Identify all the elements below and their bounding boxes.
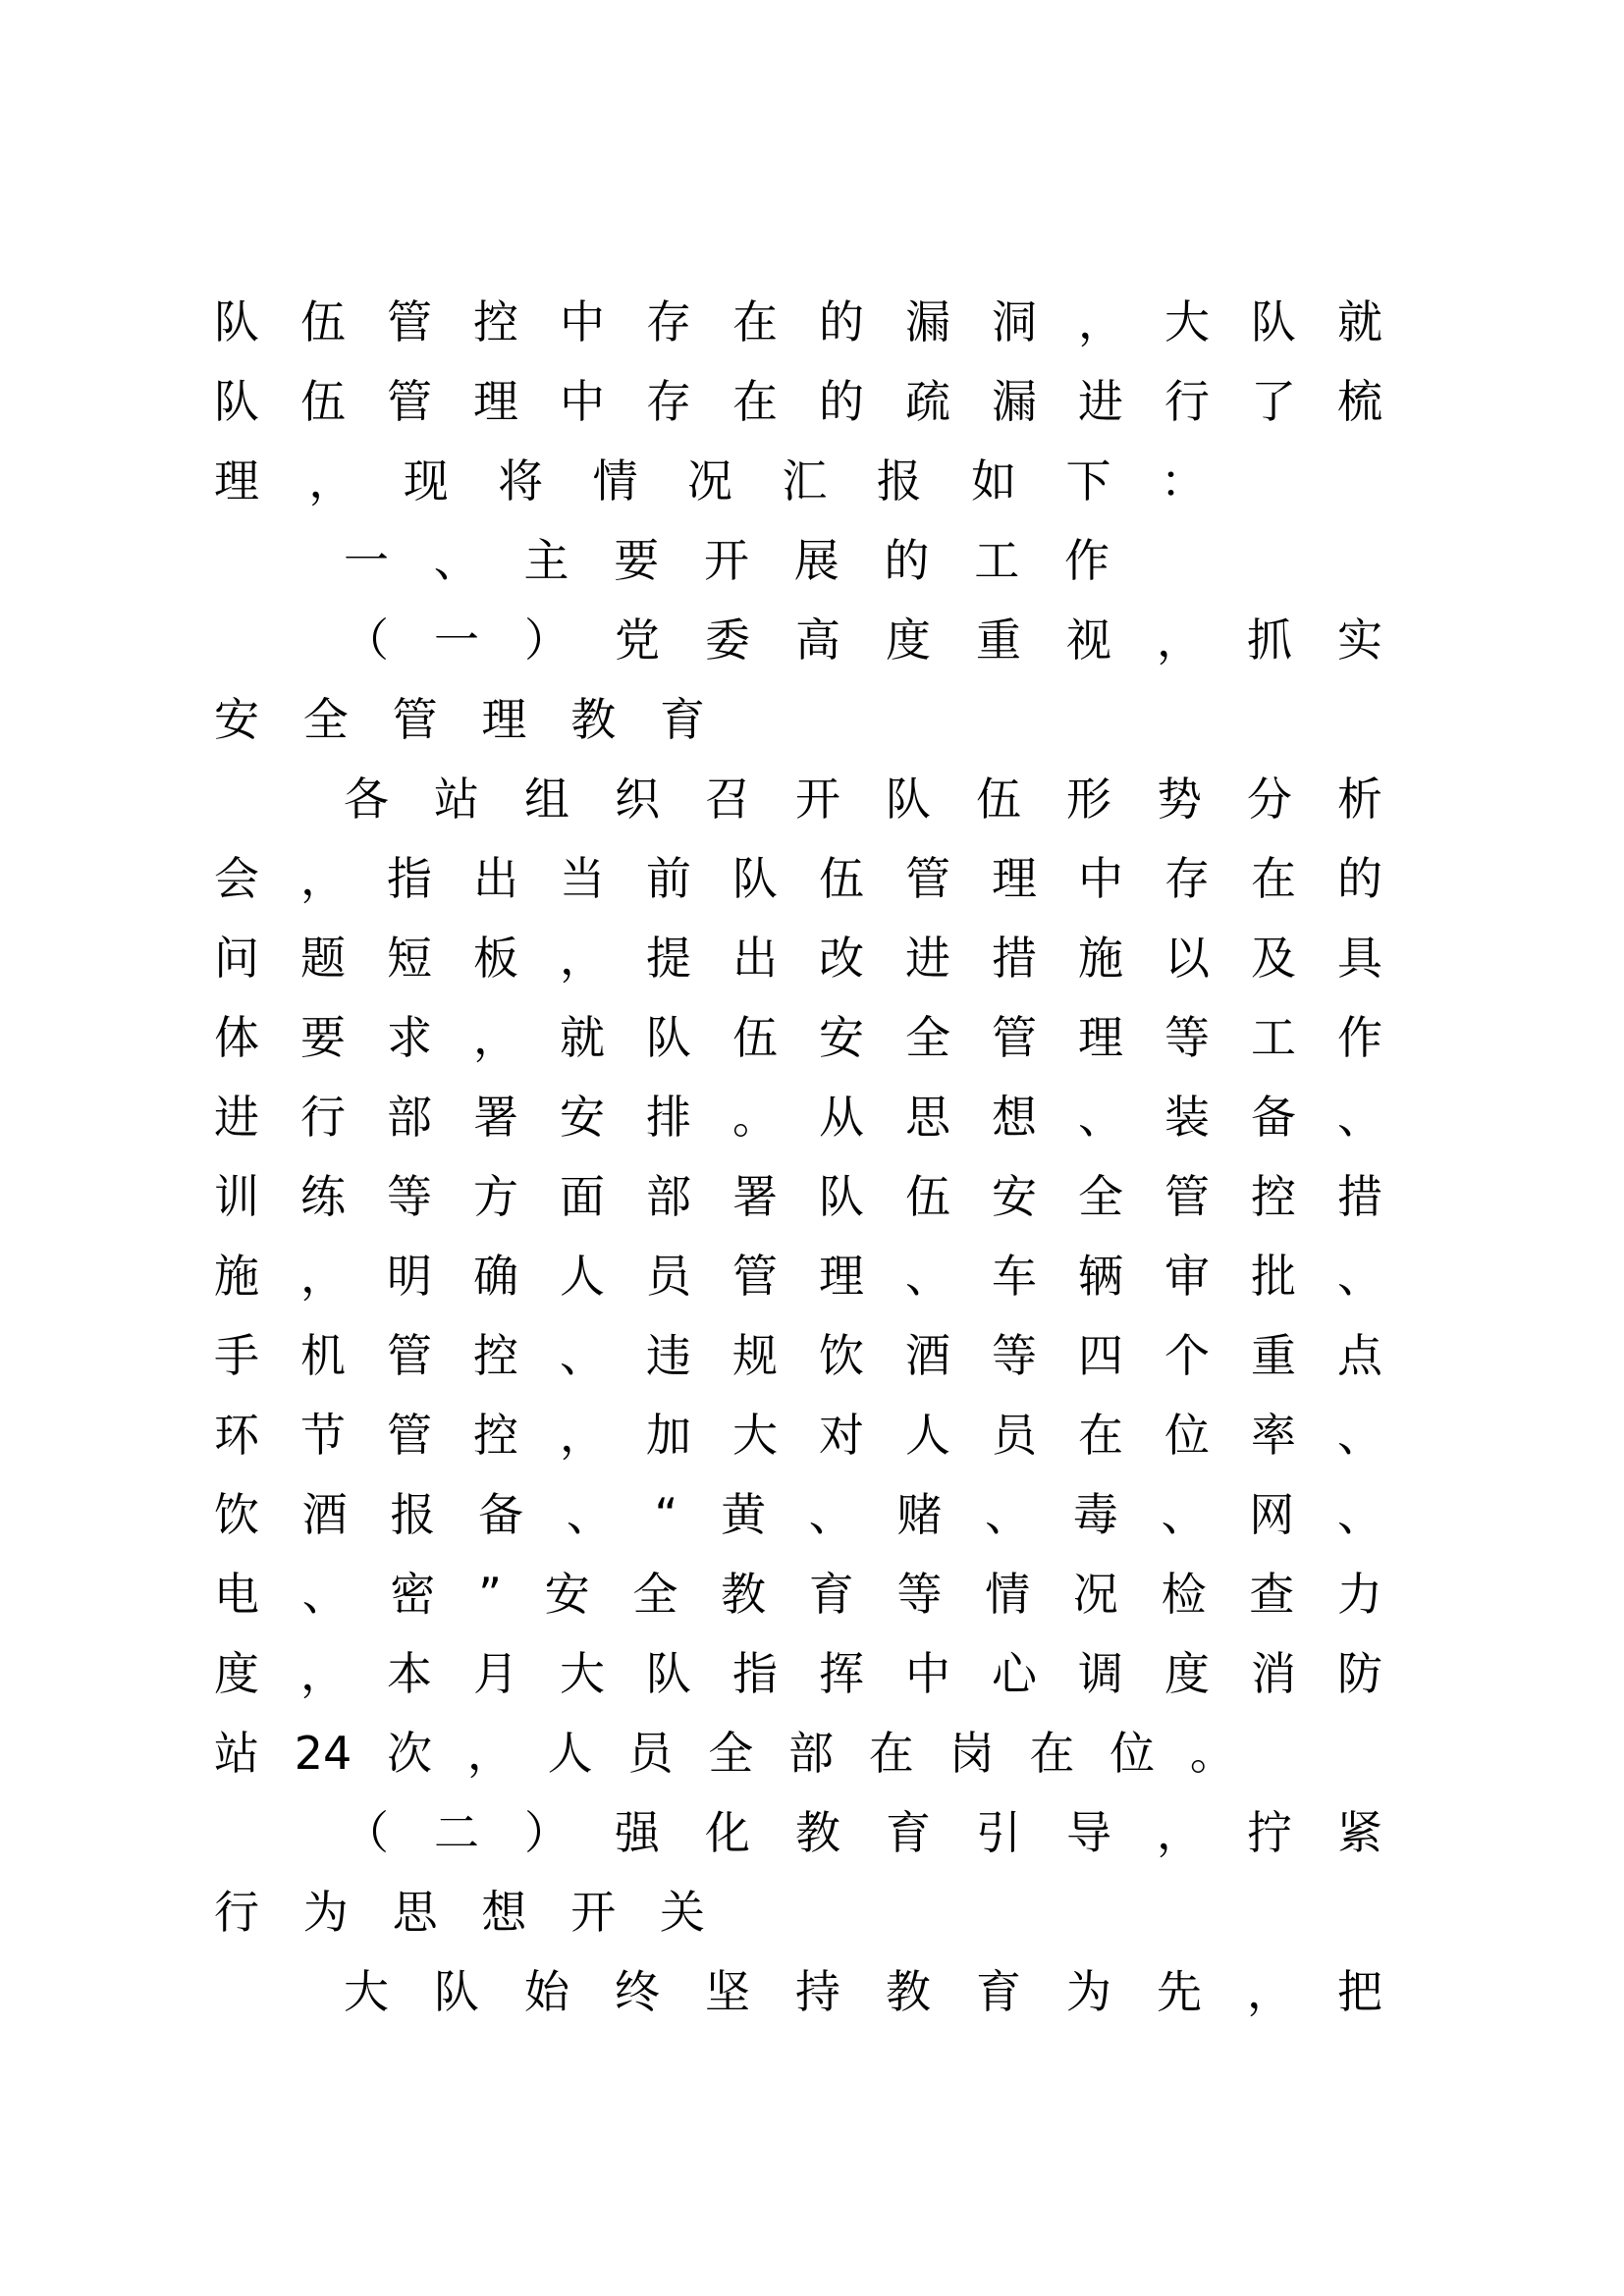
char: 环 bbox=[214, 1409, 259, 1462]
char: 在 bbox=[1251, 852, 1296, 905]
char: 一 bbox=[434, 614, 479, 667]
char: 前 bbox=[646, 852, 691, 905]
char: 形 bbox=[1066, 773, 1111, 826]
char: ： bbox=[1160, 454, 1206, 507]
char: 要 bbox=[300, 1011, 346, 1064]
char: 伍 bbox=[819, 852, 864, 905]
char: （ bbox=[344, 1806, 389, 1859]
char: 装 bbox=[1164, 1091, 1210, 1144]
char: 出 bbox=[732, 932, 778, 985]
char: 情 bbox=[985, 1568, 1031, 1621]
char: 想 bbox=[992, 1091, 1037, 1144]
char: 在 bbox=[1029, 1727, 1075, 1780]
char: 赌 bbox=[896, 1488, 943, 1541]
paragraph-1-line-4 bbox=[214, 998, 1382, 1077]
char: 的 bbox=[1337, 852, 1382, 905]
char: ， bbox=[1157, 614, 1202, 667]
char: 管 bbox=[387, 1329, 432, 1382]
char: 规 bbox=[732, 1329, 778, 1382]
char: 展 bbox=[793, 534, 839, 587]
char: 分 bbox=[1247, 773, 1292, 826]
char: 教 bbox=[721, 1568, 767, 1621]
char: 队 bbox=[732, 852, 778, 905]
char: 方 bbox=[473, 1170, 518, 1223]
char: 调 bbox=[1078, 1647, 1123, 1700]
char: 在 bbox=[732, 375, 778, 428]
char: 对 bbox=[819, 1409, 864, 1462]
paragraph-1-line-6 bbox=[214, 1157, 1382, 1236]
char: 育 bbox=[659, 693, 705, 746]
char: ， bbox=[466, 1727, 513, 1780]
char: 部 bbox=[788, 1727, 835, 1780]
char: 中 bbox=[1078, 852, 1123, 905]
paragraph-1-line-3 bbox=[214, 919, 1382, 997]
char: 二 bbox=[434, 1806, 479, 1859]
char: 位 bbox=[1164, 1409, 1210, 1462]
char: 度 bbox=[214, 1647, 259, 1700]
char: 队 bbox=[646, 1647, 691, 1700]
char: 网 bbox=[1249, 1488, 1295, 1541]
char: 主 bbox=[523, 534, 569, 587]
char: 手 bbox=[214, 1329, 259, 1382]
char: 黄 bbox=[721, 1488, 767, 1541]
char: 问 bbox=[214, 932, 259, 985]
char: 在 bbox=[1078, 1409, 1123, 1462]
char: 况 bbox=[686, 454, 732, 507]
char: 违 bbox=[646, 1329, 691, 1382]
char: 组 bbox=[524, 773, 569, 826]
char: 队 bbox=[214, 375, 259, 428]
char: 具 bbox=[1337, 932, 1382, 985]
char: 作 bbox=[1337, 1011, 1382, 1064]
char: ， bbox=[300, 1647, 346, 1700]
char: 训 bbox=[214, 1170, 259, 1223]
paragraph-1-line-11 bbox=[214, 1555, 1382, 1633]
char: 重 bbox=[976, 614, 1021, 667]
char: 密 bbox=[390, 1568, 436, 1621]
paragraph-1-line-8 bbox=[214, 1316, 1382, 1395]
char: 电 bbox=[214, 1568, 259, 1621]
char: ） bbox=[524, 1806, 569, 1859]
char: 、 bbox=[1337, 1250, 1382, 1303]
char: 召 bbox=[705, 773, 750, 826]
char: 实 bbox=[1337, 614, 1382, 667]
char: 当 bbox=[560, 852, 605, 905]
char: 控 bbox=[473, 1409, 518, 1462]
subheading-1-line-1 bbox=[344, 601, 1382, 679]
char: 部 bbox=[387, 1091, 432, 1144]
char: 先 bbox=[1157, 1965, 1202, 2018]
char: 备 bbox=[478, 1488, 524, 1541]
char: 、 bbox=[1337, 1091, 1382, 1144]
paragraph-1-line-13 bbox=[214, 1714, 1235, 1792]
char: 的 bbox=[819, 295, 864, 348]
char: 、 bbox=[301, 1568, 348, 1621]
text-line-2 bbox=[214, 362, 1382, 441]
char: 全 bbox=[708, 1727, 754, 1780]
char: 板 bbox=[473, 932, 518, 985]
subheading-2-line-2 bbox=[214, 1873, 705, 1951]
char: 四 bbox=[1078, 1329, 1123, 1382]
char: 大 bbox=[560, 1647, 605, 1700]
char: 全 bbox=[1078, 1170, 1123, 1223]
char: 梳 bbox=[1337, 375, 1382, 428]
char: 求 bbox=[387, 1011, 432, 1064]
char: 了 bbox=[1251, 375, 1296, 428]
char: 坚 bbox=[705, 1965, 750, 2018]
char: 教 bbox=[795, 1806, 840, 1859]
char: 管 bbox=[392, 693, 438, 746]
char: 加 bbox=[646, 1409, 691, 1462]
char: 个 bbox=[1164, 1329, 1210, 1382]
char: 消 bbox=[1251, 1647, 1296, 1700]
char: 员 bbox=[646, 1250, 691, 1303]
char: 化 bbox=[705, 1806, 750, 1859]
char: 就 bbox=[560, 1011, 605, 1064]
char: 开 bbox=[704, 534, 749, 587]
char: ， bbox=[1078, 295, 1123, 348]
char: 点 bbox=[1337, 1329, 1382, 1382]
char: 工 bbox=[974, 534, 1020, 587]
paragraph-1-line-9 bbox=[214, 1396, 1382, 1474]
char: 、 bbox=[560, 1329, 605, 1382]
char: 检 bbox=[1161, 1568, 1207, 1621]
char: 位 bbox=[1110, 1727, 1156, 1780]
char: 存 bbox=[1164, 852, 1210, 905]
char: 控 bbox=[473, 295, 518, 348]
char: 酒 bbox=[905, 1329, 950, 1382]
char: 存 bbox=[646, 375, 691, 428]
char: 、 bbox=[1337, 1409, 1382, 1462]
char: 24 bbox=[294, 1727, 352, 1780]
char: 作 bbox=[1064, 534, 1110, 587]
char: 安 bbox=[819, 1011, 864, 1064]
char: 教 bbox=[886, 1965, 931, 2018]
char: ， bbox=[560, 932, 605, 985]
char: 洞 bbox=[992, 295, 1037, 348]
char: 人 bbox=[547, 1727, 593, 1780]
char: 从 bbox=[819, 1091, 864, 1144]
char: 提 bbox=[646, 932, 691, 985]
char: 开 bbox=[570, 1886, 617, 1939]
char: 拧 bbox=[1247, 1806, 1292, 1859]
char: 队 bbox=[434, 1965, 479, 2018]
char: 心 bbox=[992, 1647, 1037, 1700]
char: ， bbox=[308, 454, 354, 507]
char: 施 bbox=[214, 1250, 259, 1303]
char: 报 bbox=[390, 1488, 436, 1541]
char: 把 bbox=[1337, 1965, 1382, 2018]
char: 备 bbox=[1251, 1091, 1296, 1144]
char: 署 bbox=[732, 1170, 778, 1223]
char: 管 bbox=[905, 852, 950, 905]
char: 各 bbox=[344, 773, 389, 826]
char: ， bbox=[1247, 1965, 1292, 2018]
char: 安 bbox=[544, 1568, 590, 1621]
char: 站 bbox=[214, 1727, 259, 1780]
text-line-1 bbox=[214, 283, 1382, 361]
char: 伍 bbox=[732, 1011, 778, 1064]
char: 进 bbox=[1078, 375, 1123, 428]
char: 等 bbox=[387, 1170, 432, 1223]
paragraph-1-line-2 bbox=[214, 839, 1382, 918]
char: 终 bbox=[615, 1965, 660, 2018]
char: 力 bbox=[1336, 1568, 1382, 1621]
char: 行 bbox=[1164, 375, 1210, 428]
char: 面 bbox=[560, 1170, 605, 1223]
char: 明 bbox=[387, 1250, 432, 1303]
char: 伍 bbox=[300, 375, 346, 428]
char: 伍 bbox=[976, 773, 1021, 826]
char: 会 bbox=[214, 852, 259, 905]
char: 持 bbox=[795, 1965, 840, 2018]
char: 织 bbox=[615, 773, 660, 826]
char: 、 bbox=[808, 1488, 854, 1541]
char: 的 bbox=[819, 375, 864, 428]
char: 重 bbox=[1251, 1329, 1296, 1382]
char: 、 bbox=[433, 534, 479, 587]
char: 练 bbox=[300, 1170, 346, 1223]
char: 汇 bbox=[782, 454, 828, 507]
char: 漏 bbox=[992, 375, 1037, 428]
char: 排 bbox=[646, 1091, 691, 1144]
char: 育 bbox=[886, 1806, 931, 1859]
char: 管 bbox=[992, 1011, 1037, 1064]
paragraph-1-line-5 bbox=[214, 1078, 1382, 1156]
char: 次 bbox=[387, 1727, 433, 1780]
char: 情 bbox=[592, 454, 638, 507]
char: 人 bbox=[560, 1250, 605, 1303]
char: 工 bbox=[1251, 1011, 1296, 1064]
char: 署 bbox=[473, 1091, 518, 1144]
char: 开 bbox=[795, 773, 840, 826]
char: 理 bbox=[214, 454, 259, 507]
char: 为 bbox=[1066, 1965, 1111, 2018]
char: 部 bbox=[646, 1170, 691, 1223]
char: 度 bbox=[1164, 1647, 1210, 1700]
char: 一 bbox=[344, 534, 389, 587]
char: 及 bbox=[1251, 932, 1296, 985]
paragraph-2-line-1 bbox=[344, 1952, 1382, 2031]
char: 委 bbox=[705, 614, 750, 667]
char: 控 bbox=[1251, 1170, 1296, 1223]
char: 、 bbox=[1078, 1091, 1123, 1144]
char: 员 bbox=[992, 1409, 1037, 1462]
char: 查 bbox=[1249, 1568, 1295, 1621]
char: 安 bbox=[992, 1170, 1037, 1223]
char: 的 bbox=[884, 534, 930, 587]
char: 车 bbox=[992, 1250, 1037, 1303]
char: “ bbox=[654, 1488, 678, 1541]
char: 酒 bbox=[301, 1488, 348, 1541]
char: 理 bbox=[992, 852, 1037, 905]
char: 体 bbox=[214, 1011, 259, 1064]
char: 理 bbox=[819, 1250, 864, 1303]
char: 度 bbox=[886, 614, 931, 667]
char: 人 bbox=[905, 1409, 950, 1462]
paragraph-1-line-12 bbox=[214, 1634, 1382, 1713]
char: 、 bbox=[1336, 1488, 1382, 1541]
char: 管 bbox=[387, 375, 432, 428]
char: 行 bbox=[300, 1091, 346, 1144]
char: 强 bbox=[615, 1806, 660, 1859]
char: 出 bbox=[473, 852, 518, 905]
char: 题 bbox=[300, 932, 346, 985]
paragraph-1-line-10 bbox=[214, 1475, 1382, 1554]
char: 施 bbox=[1078, 932, 1123, 985]
char: 党 bbox=[615, 614, 660, 667]
char: 育 bbox=[976, 1965, 1021, 2018]
char: 控 bbox=[473, 1329, 518, 1382]
char: 中 bbox=[905, 1647, 950, 1700]
char: 如 bbox=[971, 454, 1017, 507]
char: 理 bbox=[481, 693, 527, 746]
char: ， bbox=[1157, 1806, 1202, 1859]
char: 站 bbox=[434, 773, 479, 826]
char: 想 bbox=[481, 1886, 527, 1939]
char: 高 bbox=[795, 614, 840, 667]
char: 管 bbox=[387, 1409, 432, 1462]
subheading-2-line-1 bbox=[344, 1793, 1382, 1872]
char: ” bbox=[478, 1568, 502, 1621]
char: 现 bbox=[403, 454, 449, 507]
char: 指 bbox=[387, 852, 432, 905]
char: 疏 bbox=[905, 375, 950, 428]
char: 抓 bbox=[1247, 614, 1292, 667]
char: 势 bbox=[1157, 773, 1202, 826]
char: ） bbox=[524, 614, 569, 667]
char: 在 bbox=[868, 1727, 914, 1780]
char: 防 bbox=[1337, 1647, 1382, 1700]
char: 将 bbox=[498, 454, 544, 507]
char: 引 bbox=[976, 1806, 1021, 1859]
char: 始 bbox=[524, 1965, 569, 2018]
char: 短 bbox=[387, 932, 432, 985]
char: 关 bbox=[659, 1886, 705, 1939]
char: （ bbox=[344, 614, 389, 667]
char: 审 bbox=[1164, 1250, 1210, 1303]
char: 大 bbox=[732, 1409, 778, 1462]
char: 、 bbox=[1161, 1488, 1207, 1541]
char: 全 bbox=[905, 1011, 950, 1064]
char: 毒 bbox=[1072, 1488, 1118, 1541]
char: 导 bbox=[1066, 1806, 1111, 1859]
char: ， bbox=[300, 1250, 346, 1303]
char: 节 bbox=[300, 1409, 346, 1462]
char: 思 bbox=[905, 1091, 950, 1144]
char: 全 bbox=[632, 1568, 678, 1621]
subheading-1-line-2 bbox=[214, 680, 705, 759]
char: 辆 bbox=[1078, 1250, 1123, 1303]
char: 等 bbox=[896, 1568, 943, 1621]
char: 队 bbox=[886, 773, 931, 826]
char: 为 bbox=[302, 1886, 349, 1939]
char: 安 bbox=[560, 1091, 605, 1144]
char: 批 bbox=[1251, 1250, 1296, 1303]
char: 队 bbox=[819, 1170, 864, 1223]
char: 以 bbox=[1164, 932, 1210, 985]
char: 存 bbox=[646, 295, 691, 348]
char: 饮 bbox=[214, 1488, 259, 1541]
char: 等 bbox=[992, 1329, 1037, 1382]
char: 、 bbox=[905, 1250, 950, 1303]
char: 安 bbox=[214, 693, 259, 746]
char: 措 bbox=[1337, 1170, 1382, 1223]
char: 本 bbox=[387, 1647, 432, 1700]
char: 进 bbox=[214, 1091, 259, 1144]
char: 中 bbox=[560, 295, 605, 348]
char: ， bbox=[300, 852, 346, 905]
char: 队 bbox=[1251, 295, 1296, 348]
char: 岗 bbox=[948, 1727, 995, 1780]
char: 、 bbox=[566, 1488, 612, 1541]
char: 。 bbox=[1189, 1727, 1235, 1780]
char: 紧 bbox=[1337, 1806, 1382, 1859]
char: 队 bbox=[646, 1011, 691, 1064]
char: 就 bbox=[1337, 295, 1382, 348]
char: 中 bbox=[560, 375, 605, 428]
char: 队 bbox=[214, 295, 259, 348]
char: 在 bbox=[732, 295, 778, 348]
char: 大 bbox=[344, 1965, 389, 2018]
char: 等 bbox=[1164, 1011, 1210, 1064]
char: 管 bbox=[387, 295, 432, 348]
char: 饮 bbox=[819, 1329, 864, 1382]
char: 员 bbox=[627, 1727, 674, 1780]
char: 析 bbox=[1337, 773, 1382, 826]
char: ， bbox=[560, 1409, 605, 1462]
char: 确 bbox=[473, 1250, 518, 1303]
char: 况 bbox=[1072, 1568, 1118, 1621]
char: 进 bbox=[905, 932, 950, 985]
char: 漏 bbox=[905, 295, 950, 348]
section-heading-1 bbox=[344, 521, 1110, 600]
paragraph-1-line-1 bbox=[344, 760, 1382, 838]
char: 理 bbox=[1078, 1011, 1123, 1064]
char: 挥 bbox=[819, 1647, 864, 1700]
char: 率 bbox=[1251, 1409, 1296, 1462]
char: 思 bbox=[392, 1886, 438, 1939]
char: ， bbox=[473, 1011, 518, 1064]
char: 视 bbox=[1066, 614, 1111, 667]
char: 指 bbox=[732, 1647, 778, 1700]
char: 。 bbox=[732, 1091, 778, 1144]
char: 伍 bbox=[300, 295, 346, 348]
paragraph-1-line-7 bbox=[214, 1237, 1382, 1315]
char: 管 bbox=[1164, 1170, 1210, 1223]
char: 育 bbox=[808, 1568, 854, 1621]
char: 全 bbox=[302, 693, 349, 746]
char: 措 bbox=[992, 932, 1037, 985]
char: 行 bbox=[214, 1886, 259, 1939]
char: 月 bbox=[473, 1647, 518, 1700]
char: 管 bbox=[732, 1250, 778, 1303]
char: 改 bbox=[819, 932, 864, 985]
char: 下 bbox=[1065, 454, 1111, 507]
char: 伍 bbox=[905, 1170, 950, 1223]
char: 教 bbox=[570, 693, 617, 746]
text-line-3 bbox=[214, 442, 1206, 520]
char: 报 bbox=[876, 454, 922, 507]
char: 理 bbox=[473, 375, 518, 428]
char: 要 bbox=[614, 534, 660, 587]
char: 、 bbox=[985, 1488, 1031, 1541]
char: 大 bbox=[1164, 295, 1210, 348]
char: 机 bbox=[300, 1329, 346, 1382]
